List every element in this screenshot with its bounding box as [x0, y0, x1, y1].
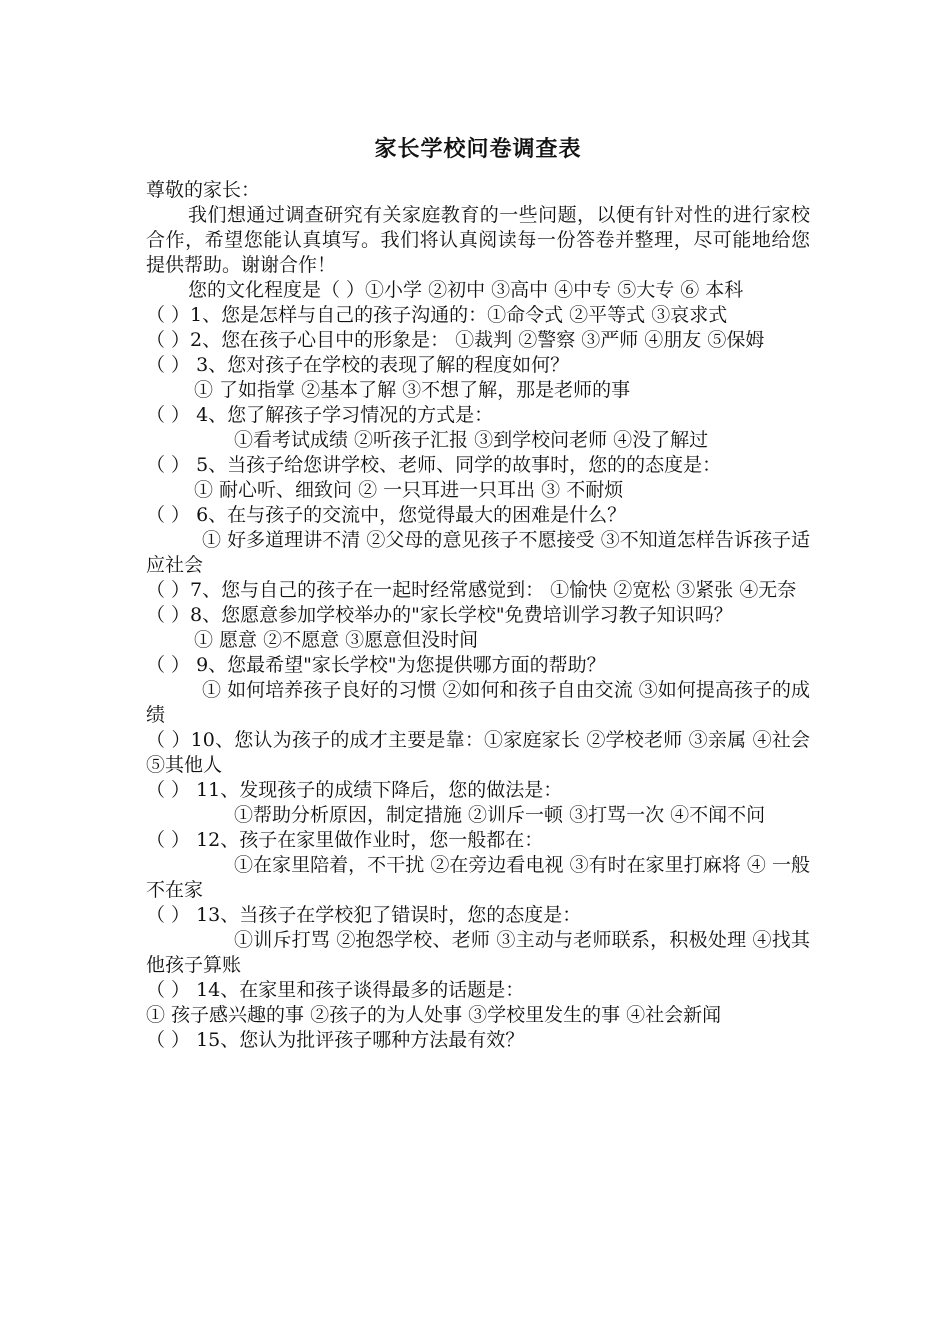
question-11: （ ） 11、发现孩子的成绩下降后，您的做法是： [146, 779, 563, 801]
question-6-options: ① 好多道理讲不清 ②父母的意见孩子不愿接受 ③不知道怎样告诉孩子适应社会 [146, 529, 810, 576]
question-10: （ ）10、您认为孩子的成才主要是靠：①家庭家长 ②学校老师 ③亲属 ④社会 ⑤其他人 [146, 729, 810, 776]
question-15: （ ） 15、您认为批评孩子哪种方法最有效？ [146, 1029, 525, 1051]
question-5-options: ① 耐心听、细致问 ② 一只耳进一只耳出 ③ 不耐烦 [194, 479, 624, 501]
question-9-options: ① 如何培养孩子良好的习惯 ②如何和孩子自由交流 ③如何提高孩子的成绩 [146, 679, 810, 726]
question-1: （ ）1、您是怎样与自己的孩子沟通的：①命令式 ②平等式 ③哀求式 [146, 304, 728, 326]
question-13-options: ①训斥打骂 ②抱怨学校、老师 ③主动与老师联系，积极处理 ④找其他孩子算账 [146, 929, 810, 976]
question-3-options: ① 了如指掌 ②基本了解 ③不想了解，那是老师的事 [194, 379, 631, 401]
questionnaire-page [146, 134, 810, 1053]
question-4-options: ①看考试成绩 ②听孩子汇报 ③到学校问老师 ④没了解过 [234, 429, 709, 451]
question-12-options: ①在家里陪着，不干扰 ②在旁边看电视 ③有时在家里打麻将 ④ 一般不在家 [146, 854, 810, 901]
question-14-options: ① 孩子感兴趣的事 ②孩子的为人处事 ③学校里发生的事 ④社会新闻 [146, 1004, 722, 1026]
page-title: 家长学校问卷调查表 [374, 136, 582, 162]
question-6: （ ） 6、在与孩子的交流中，您觉得最大的困难是什么？ [146, 504, 627, 526]
question-8-options: ① 愿意 ②不愿意 ③愿意但没时间 [194, 629, 479, 651]
question-5: （ ） 5、当孩子给您讲学校、老师、同学的故事时，您的的态度是： [146, 454, 722, 476]
question-12: （ ） 12、孩子在家里做作业时，您一般都在： [146, 829, 544, 851]
intro-paragraph: 我们想通过调查研究有关家庭教育的一些问题，以便有针对性的进行家校合作，希望您能认真填写。我们将认真阅读每一份答卷并整理，尽可能地给您提供帮助。谢谢合作！ [146, 204, 810, 276]
question-9: （ ） 9、您最希望"家长学校"为您提供哪方面的帮助？ [146, 654, 606, 676]
question-7: （ ）7、您与自己的孩子在一起时经常感觉到： ①愉快 ②宽松 ③紧张 ④无奈 [146, 579, 797, 601]
greeting: 尊敬的家长： [146, 179, 261, 201]
question-2: （ ）2、您在孩子心目中的形象是： ①裁判 ②警察 ③严师 ④朋友 ⑤保姆 [146, 329, 765, 351]
question-13: （ ） 13、当孩子在学校犯了错误时，您的态度是： [146, 904, 582, 926]
question-14: （ ） 14、在家里和孩子谈得最多的话题是： [146, 979, 525, 1001]
education-question: 您的文化程度是（ ）①小学 ②初中 ③高中 ④中专 ⑤大专 ⑥ 本科 [188, 279, 744, 301]
question-3: （ ） 3、您对孩子在学校的表现了解的程度如何？ [146, 354, 570, 376]
question-8: （ ）8、您愿意参加学校举办的"家长学校"免费培训学习教子知识吗？ [146, 604, 733, 626]
question-11-options: ①帮助分析原因，制定措施 ②训斥一顿 ③打骂一次 ④不闻不问 [234, 804, 766, 826]
question-4: （ ） 4、您了解孩子学习情况的方式是： [146, 404, 494, 426]
